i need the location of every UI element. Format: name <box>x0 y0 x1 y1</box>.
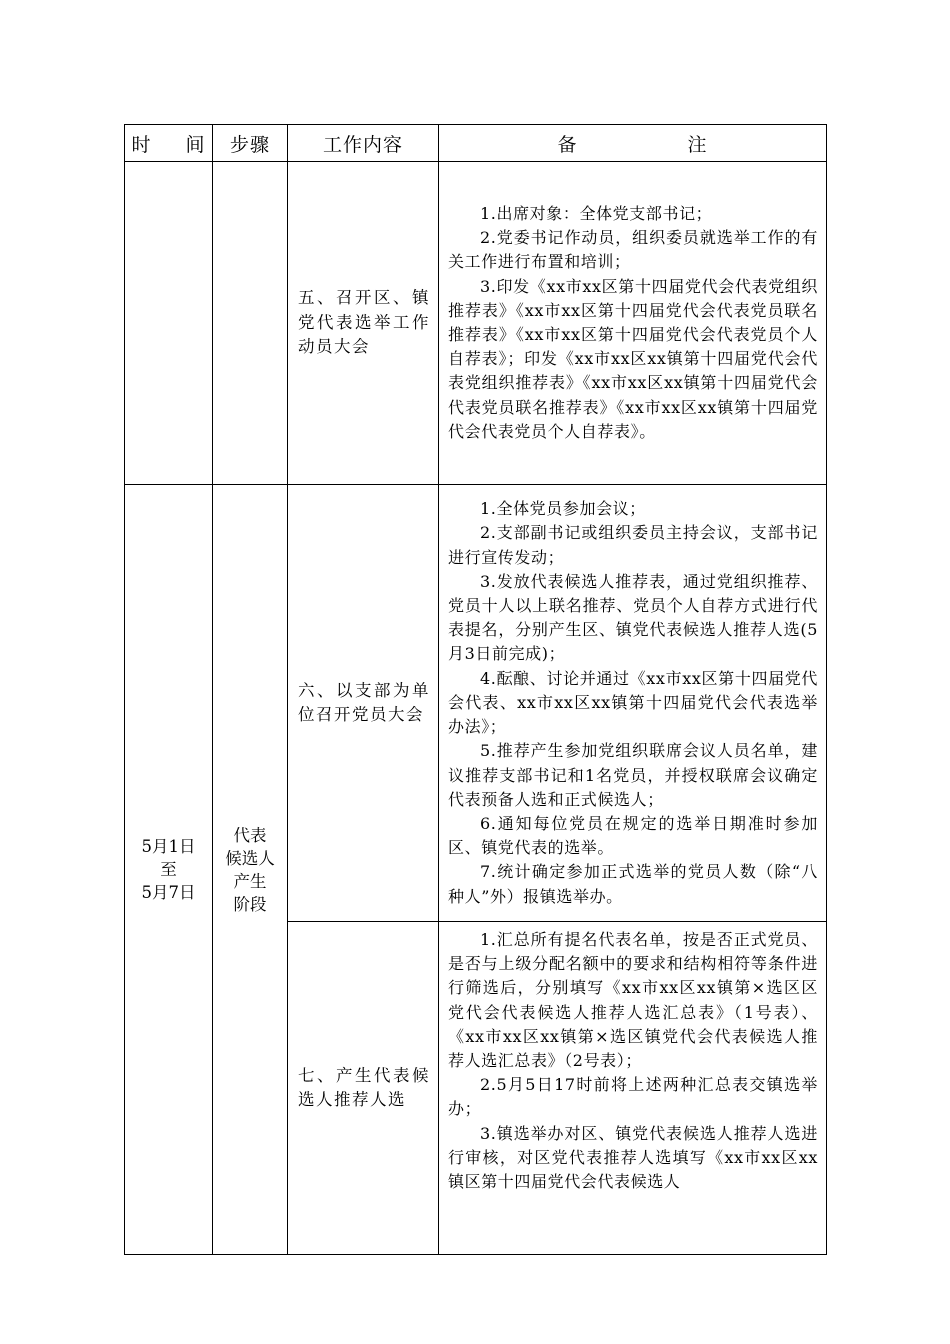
remark-item: 3.镇选举办对区、镇党代表候选人推荐人选进行审核，对区党代表推荐人选填写《xx市xx区xx镇区第十四届党代会代表候选人 <box>448 1123 818 1192</box>
remarks-cell <box>439 922 827 1255</box>
table-row <box>125 162 827 485</box>
remark-item: 6.通知每位党员在规定的选举日期准时参加区、镇党代表的选举。 <box>448 813 818 858</box>
remark-item: 2.5月5日17时前将上述两种汇总表交镇选举办； <box>448 1075 818 1119</box>
remark-item: 1.全体党员参加会议； <box>480 499 646 519</box>
remark-item: 2.党委书记作动员，组织委员就选举工作的有关工作进行布置和培训； <box>448 228 818 272</box>
remark-item: 7.统计确定参加正式选举的党员人数（除“八种人”外）报镇选举办。 <box>448 862 818 906</box>
work-content-cell: 七、产生代表候选人推荐人选 <box>288 922 439 1255</box>
work-content-cell: 五、召开区、镇党代表选举工作动员大会 <box>288 162 439 485</box>
remark-item: 1.出席对象：全体党支部书记； <box>480 203 713 223</box>
remark-item: 1.汇总所有提名代表名单，按是否正式党员、是否与上级分配名额中的要求和结构相符等条件进行筛选后，分别填写《xx市xx区xx镇第×选区区党代会代表候选人推荐人选汇总表》（1号表）、《xx市xx区xx镇第×选区镇党代会代表候选人推荐人选汇总表》（2号表）； <box>448 930 818 1071</box>
remarks-cell <box>439 162 827 485</box>
table-header-row <box>125 125 827 162</box>
time-to: 至 <box>160 860 177 879</box>
remark-item: 2.支部副书记或组织委员主持会议，支部书记进行宣传发动； <box>448 523 818 567</box>
work-content-cell: 六、以支部为单位召开党员大会 <box>288 485 439 922</box>
remark-item: 3.发放代表候选人推荐表，通过党组织推荐、党员十人以上联名推荐、党员个人自荐方式进行代表提名，分别产生区、镇党代表候选人推荐人选(5月3日前完成)； <box>448 571 818 664</box>
step-cell: 代表 候选人 产生 阶段 <box>213 485 288 1255</box>
time-end: 5月7日 <box>141 883 196 902</box>
remark-item: 4.酝酿、讨论并通过《xx市xx区第十四届党代会代表、xx市xx区xx镇第十四届党代会代表选举办法》； <box>448 668 818 737</box>
time-start: 5月1日 <box>141 837 196 856</box>
header-time: 时 间 <box>125 125 213 162</box>
step-cell <box>213 162 288 485</box>
remark-item: 5.推荐产生参加党组织联席会议人员名单，建议推荐支部书记和1名党员，并授权联席会议确定代表预备人选和正式候选人； <box>448 741 818 809</box>
remark-item: 3.印发《xx市xx区第十四届党代会代表党组织推荐表》《xx市xx区第十四届党代会代表党员联名推荐表》《xx市xx区第十四届党代会代表党员个人自荐表》；印发《xx市xx区xx镇第十四届党代会代表党组织推荐表》《xx市xx区xx镇第十四届党代会代表党员联名推荐表》《xx市xx区xx镇第十四届党代会代表党员个人自荐表》。 <box>448 276 818 441</box>
header-step: 步骤 <box>213 125 288 162</box>
remarks-cell <box>439 485 827 922</box>
header-work-content: 工作内容 <box>288 125 439 162</box>
time-cell <box>125 485 213 1255</box>
table-row <box>125 485 827 922</box>
header-remarks: 备 注 <box>439 125 827 162</box>
election-schedule-table <box>124 124 827 1255</box>
time-cell <box>125 162 213 485</box>
